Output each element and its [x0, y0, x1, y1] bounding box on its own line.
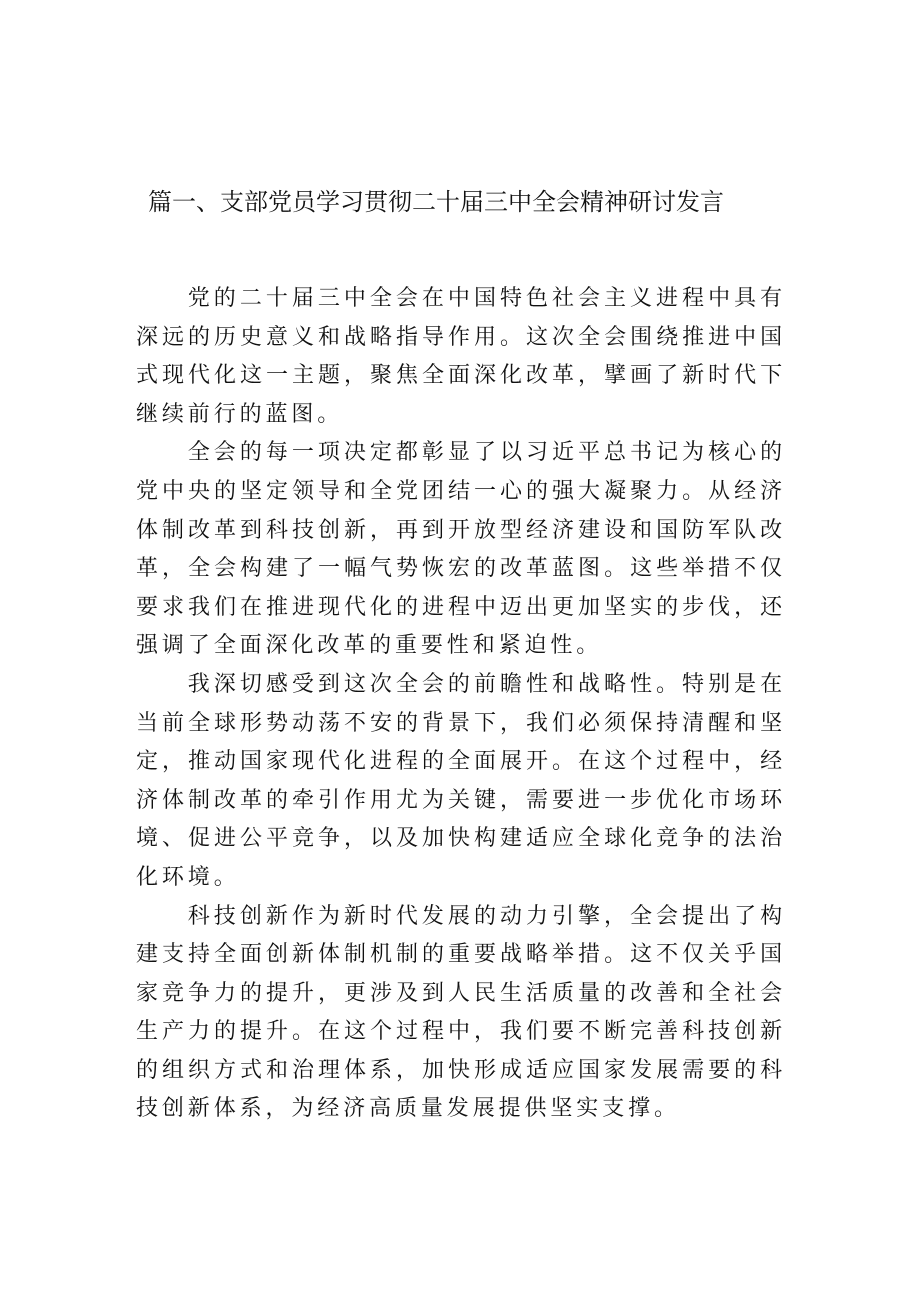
document-body — [136, 280, 786, 1129]
paragraph-2: 全会的每一项决定都彰显了以习近平总书记为核心的党中央的坚定领导和全党团结一心的强大凝聚力。从经济体制改革到科技创新，再到开放型经济建设和国防军队改革，全会构建了一幅气势恢宏的改革蓝图。这些举措不仅要求我们在推进现代化的进程中迈出更加坚实的步伐，还强调了全面深化改革的重要性和紧迫性。 — [136, 440, 786, 659]
paragraph-3: 我深切感受到这次全会的前瞻性和战略性。特别是在当前全球形势动荡不安的背景下，我们必须保持清醒和坚定，推动国家现代化进程的全面展开。在这个过程中，经济体制改革的牵引作用尤为关键，需要进一步优化市场环境、促进公平竞争，以及加快构建适应全球化竞争的法治化环境。 — [136, 671, 786, 890]
paragraph-1: 党的二十届三中全会在中国特色社会主义进程中具有深远的历史意义和战略指导作用。这次全会围绕推进中国式现代化这一主题，聚焦全面深化改革，擘画了新时代下继续前行的蓝图。 — [136, 286, 786, 427]
paragraph-4: 科技创新作为新时代发展的动力引擎，全会提出了构建支持全面创新体制机制的重要战略举措。这不仅关乎国家竞争力的提升，更涉及到人民生活质量的改善和全社会生产力的提升。在这个过程中，我们要不断完善科技创新的组织方式和治理体系，加快形成适应国家发展需要的科技创新体系，为经济高质量发展提供坚实支撑。 — [136, 903, 786, 1122]
document-title: 篇一、支部党员学习贯彻二十届三中全会精神研讨发言 — [148, 188, 724, 216]
